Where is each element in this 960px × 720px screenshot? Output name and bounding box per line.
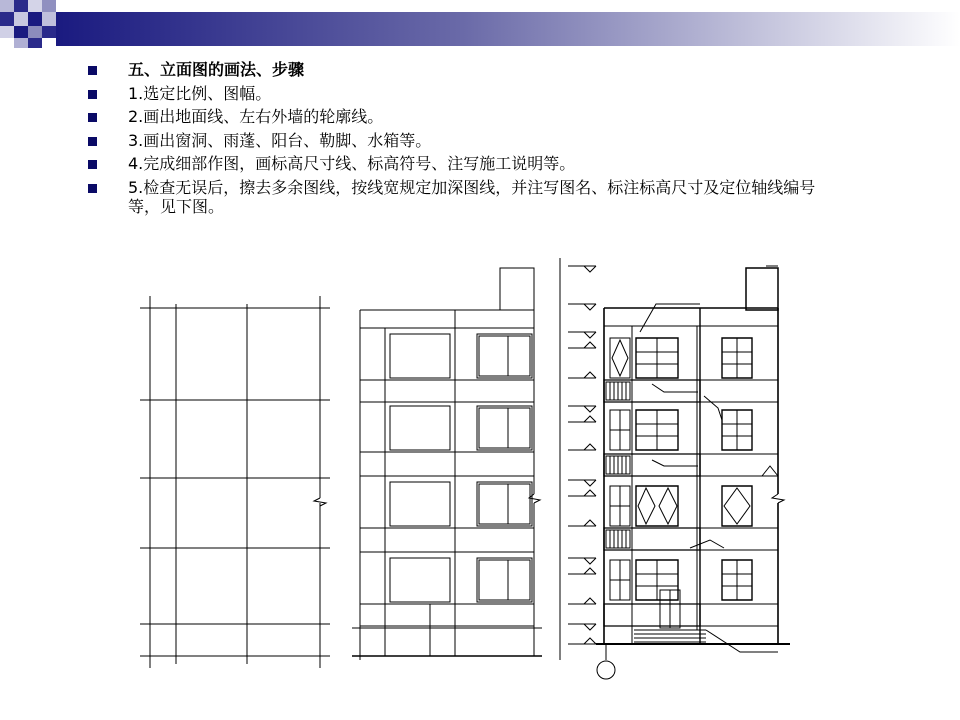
bullet-square-icon [88,113,97,122]
step-list [88,60,828,220]
bullet-square-icon [88,160,97,169]
elevation-level-marks [568,266,596,644]
drain-pipe [697,326,700,630]
step2-openings-outline [352,268,542,660]
header-decoration [0,0,960,60]
header-checker-squares [0,0,56,48]
step1-grid-outline [140,296,330,668]
entrance-steps [634,630,706,642]
step-item-2 [88,107,828,126]
step-item-3 [88,131,828,150]
bullet-square-icon [88,137,97,146]
bullet-square-icon [88,90,97,99]
slide-title: 五、立面图的画法、步骤 [128,60,305,79]
entrance-opening [430,604,455,656]
slide-title-item [88,60,828,79]
bullet-square-icon [88,184,97,193]
step-item-1 [88,84,828,103]
step-text: 3.画出窗洞、雨蓬、阳台、勒脚、水箱等。 [128,130,432,150]
step-text: 5.检查无误后，擦去多余图线，按线宽规定加深图线，并注写图名、标注标高尺寸及定位轴线编号等，见下图。 [128,177,816,216]
step-text: 1.选定比例、图幅。 [128,83,272,103]
step-item-5 [88,178,828,216]
windows-left-column [610,338,630,600]
step3-final-elevation [560,258,790,679]
axis-number-circle [597,661,615,679]
windows-middle-column [636,338,678,600]
step-text: 2.画出地面线、左右外墙的轮廓线。 [128,107,384,126]
step-item-4 [88,154,828,173]
header-gradient-bar [56,12,960,46]
window-openings [390,334,532,602]
step-text: 4.完成细部作图，画标高尺寸线、标高符号、注写施工说明等。 [128,154,576,173]
bullet-square-icon [88,66,97,75]
windows-right-column [722,338,752,600]
elevation-drawings [0,240,960,720]
